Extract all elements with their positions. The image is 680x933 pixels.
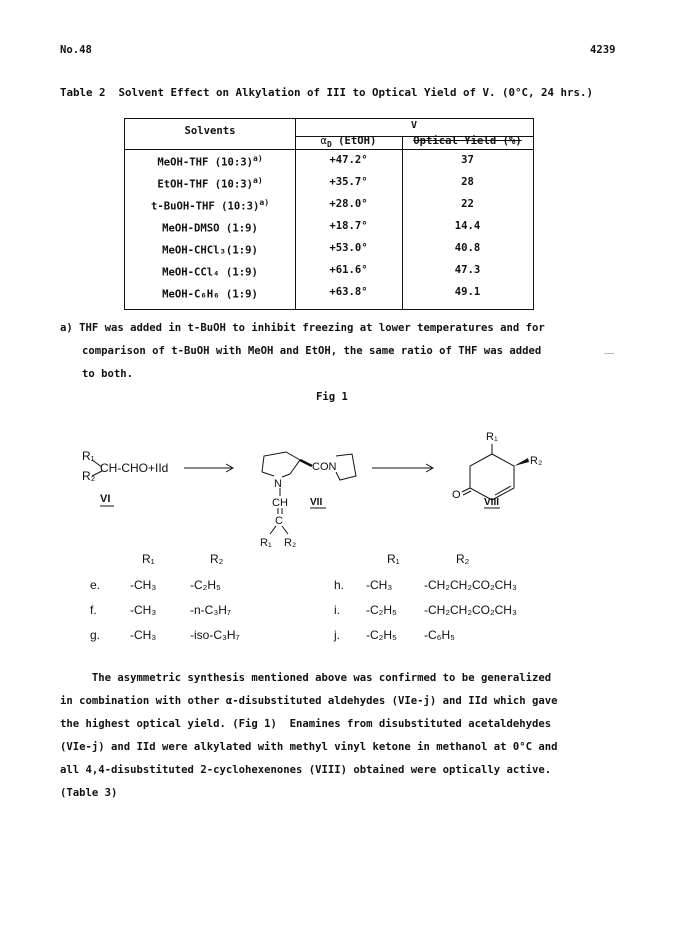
viii-r1: R₁ <box>486 431 498 443</box>
solvent-name: MeOH-CHCl₃(1:9) <box>162 244 258 257</box>
label-vii: VII <box>310 497 323 508</box>
vii-n: N <box>274 478 282 490</box>
c-r2-bond <box>282 526 288 534</box>
alpha-cell: +18.7° <box>329 220 368 232</box>
alpha-cell: +28.0° <box>329 198 368 210</box>
footnote-line: a) THF was added in t-BuOH to inhibit freezing at lower temperatures and for <box>60 322 545 334</box>
viii-o: O <box>452 489 461 501</box>
label-vi: VI <box>100 493 111 505</box>
header-alpha <box>295 135 402 149</box>
journal-issue: No.48 <box>60 44 92 56</box>
substituent-r2: -CH₂CH₂CO₂CH₃ <box>424 603 517 617</box>
substituent-r2: -n-C₃H₇ <box>190 603 232 617</box>
carbonyl-bond-1 <box>462 488 470 492</box>
solvent-cell <box>125 154 295 169</box>
vi-chain: CH-CHO+IId <box>100 461 169 475</box>
solvent-cell <box>125 286 295 301</box>
substituent-r1: -CH₃ <box>130 603 157 617</box>
substituent-key: g. <box>90 628 101 642</box>
vii-ch: CH <box>272 497 288 509</box>
alpha-cell: +35.7° <box>329 176 368 188</box>
substituent-r1: -CH₃ <box>366 578 393 592</box>
label-viii: VIII <box>484 497 500 508</box>
vii-r1: R₁ <box>260 537 272 549</box>
alpha-symbol: α <box>320 135 327 147</box>
sub-header-r1-left: R₁ <box>142 552 155 566</box>
c4-r2-wedge <box>514 458 529 466</box>
yield-cell: 14.4 <box>454 220 481 232</box>
margin-mark <box>604 353 614 354</box>
solvent-name: t-BuOH-THF (10:3) <box>150 200 260 213</box>
solvent-cell <box>125 176 295 191</box>
alpha-cell: +61.6° <box>329 264 368 276</box>
alpha-cell: +47.2° <box>329 154 368 166</box>
table-caption: Table 2 Solvent Effect on Alkylation of III to Optical Yield of V. (0°C, 24 hrs.) <box>60 86 594 99</box>
solvent-name: MeOH-THF (10:3) <box>157 156 254 169</box>
footnote-line: to both. <box>82 368 134 380</box>
header-group-v: V <box>410 120 418 131</box>
footnote-line: comparison of t-BuOH with MeOH and EtOH, the same ratio of THF was added <box>82 345 542 357</box>
header-optical-yield: Optical Yield (%) <box>413 135 522 147</box>
yield-cell: 37 <box>461 154 474 166</box>
vii-r2: R₂ <box>284 537 297 549</box>
sub-header-r1-right: R₁ <box>387 552 400 566</box>
substituent-r2: -C₂H₅ <box>190 578 221 592</box>
solvent-name: MeOH-CCl₄ (1:9) <box>162 266 258 279</box>
c-r1-bond <box>270 526 276 534</box>
paragraph-line: in combination with other α-disubstituted aldehydes (VIe-j) and IId which gave <box>60 695 558 707</box>
ring-to-n-left <box>262 472 274 476</box>
yield-cell: 22 <box>461 198 474 210</box>
solvent-name: MeOH-C₆H₆ (1:9) <box>162 288 258 301</box>
solvent-cell <box>125 220 295 235</box>
solvent-cell <box>125 242 295 257</box>
sub-header-r2-right: R₂ <box>456 552 470 566</box>
cyclohexenone-ring <box>470 454 514 500</box>
substituent-key: j. <box>334 628 340 642</box>
substituent-r2: -iso-C₃H₇ <box>190 628 240 642</box>
footnote-marker: a) <box>253 176 263 185</box>
pyrrolidine-ring <box>262 452 300 474</box>
vii-c: C <box>275 515 283 527</box>
footnote-marker: a) <box>259 198 270 207</box>
vi-r1: R₁ <box>82 449 95 463</box>
solvent-name: MeOH-DMSO (1:9) <box>162 222 258 235</box>
alpha-cell: +53.0° <box>329 242 368 254</box>
vi-r2: R₂ <box>82 469 96 483</box>
second-ring <box>336 454 356 480</box>
yield-cell: 47.3 <box>454 264 481 276</box>
substituent-r2: -CH₂CH₂CO₂CH₃ <box>424 578 517 592</box>
footnote-marker: a) <box>253 154 263 163</box>
solvent-name: EtOH-THF (10:3) <box>157 178 254 191</box>
vii-con: CON <box>312 461 337 473</box>
figure-title: Fig 1 <box>316 391 348 403</box>
carbonyl-bond-2 <box>463 491 471 495</box>
paragraph-line: The asymmetric synthesis mentioned above was confirmed to be generalized <box>60 672 552 684</box>
substituent-key: i. <box>334 603 340 617</box>
viii-r2: R₂ <box>530 455 543 467</box>
paragraph-line: (VIe-j) and IId were alkylated with methyl vinyl ketone in methanol at 0°C and <box>60 741 558 753</box>
substituent-r1: -C₂H₅ <box>366 603 397 617</box>
substituent-r2: -C₆H₅ <box>424 628 456 642</box>
yield-cell: 49.1 <box>454 286 481 298</box>
sub-header-r2-left: R₂ <box>210 552 224 566</box>
substituent-key: f. <box>90 603 97 617</box>
ring-to-n-right <box>282 474 290 477</box>
solvent-effect-table <box>124 118 534 310</box>
paragraph-line: the highest optical yield. (Fig 1) Enamines from disubstituted acetaldehydes <box>60 718 552 730</box>
substituent-key: e. <box>90 578 101 592</box>
paragraph-line: all 4,4-disubstituted 2-cyclohexenones (VIII) obtained were optically active. <box>60 764 552 776</box>
substituent-r1: -C₂H₅ <box>366 628 397 642</box>
yield-cell: 28 <box>461 176 474 188</box>
paragraph-line: (Table 3) <box>60 787 118 799</box>
alpha-cell: +63.8° <box>329 286 368 298</box>
substituent-r1: -CH₃ <box>130 578 157 592</box>
wedge-bond <box>300 460 312 466</box>
alpha-subscript: D <box>326 140 332 150</box>
substituent-r1: -CH₃ <box>130 628 157 642</box>
substituent-key: h. <box>334 578 345 592</box>
solvent-cell <box>125 264 295 279</box>
yield-cell: 40.8 <box>454 242 481 254</box>
page-number: 4239 <box>590 44 616 56</box>
solvent-cell <box>125 198 295 213</box>
header-solvents: Solvents <box>184 125 236 137</box>
alpha-solvent: (EtOH) <box>338 135 377 147</box>
reaction-scheme <box>0 420 680 560</box>
